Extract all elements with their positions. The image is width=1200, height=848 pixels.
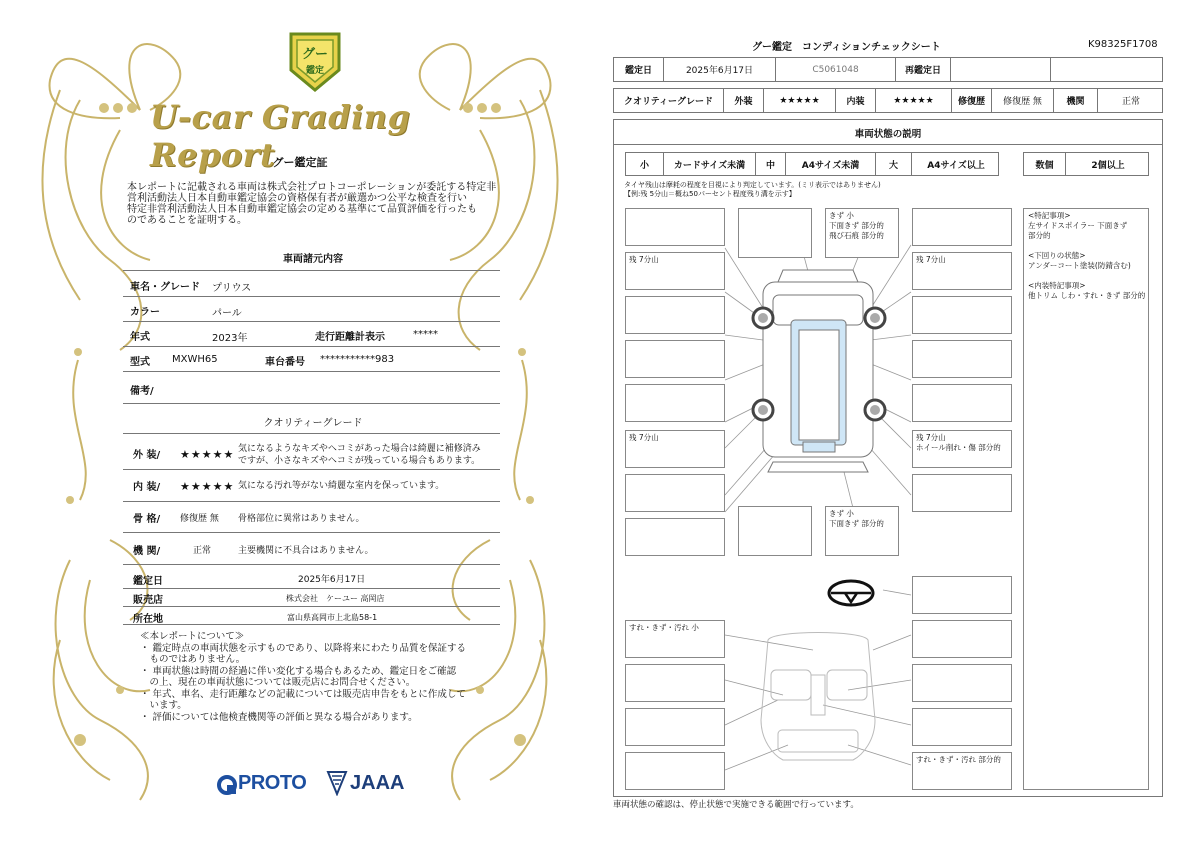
notes-title: ≪本レポートについて≫ [140, 631, 245, 642]
note-line: ものではありません。 [140, 654, 246, 665]
interior-label: 内装 [836, 89, 876, 112]
condition-box [738, 208, 812, 258]
address-label: 所在地 [133, 614, 163, 625]
condition-box [912, 474, 1012, 512]
condition-box [625, 474, 725, 512]
condition-box-tire-fl [625, 252, 725, 290]
note-line: アンダーコート塗装(防錆含む) [1028, 261, 1131, 270]
note-line: 他トリム しわ・すれ・きず 部分的 [1028, 291, 1146, 300]
car-name-value: プリウス [212, 283, 252, 294]
condition-box [912, 620, 1012, 658]
engine-desc: 主要機関に不具合はありません。 [238, 546, 374, 556]
note-line: <内装特記事項> [1028, 281, 1086, 290]
interior-left-text: すれ・きず・汚れ 小 [629, 623, 699, 632]
tire-note-1: タイヤ残山は摩耗の程度を目視により判定しています。(ミリ表示ではありません) [624, 181, 881, 189]
certificate-intro [127, 182, 499, 226]
tire-rr-text: 残 7分山 ホイール削れ・傷 部分的 [916, 433, 1001, 452]
tire-fl-text: 残 7分山 [629, 255, 659, 264]
year-label: 年式 [130, 332, 150, 343]
interior-right-text: すれ・きず・汚れ 部分的 [916, 755, 1001, 764]
size-legend [625, 152, 999, 176]
proto-logo-icon [216, 774, 238, 796]
divider [123, 296, 500, 297]
divider [613, 144, 1163, 145]
note-line [1028, 271, 1145, 281]
condition-box-interior-right [912, 752, 1012, 790]
exterior-desc-1: 気になるようなキズやヘコミがあった場合は綺麗に補修済み [238, 444, 481, 454]
condition-box [625, 208, 725, 246]
model-value: MXWH65 [172, 354, 218, 365]
color-value: パール [212, 308, 242, 319]
tire-fr-text: 残 7分山 [916, 255, 946, 264]
inspection-code: C5061048 [776, 58, 896, 81]
divider [123, 403, 500, 404]
steering-wheel-icon [829, 581, 873, 605]
car-name-label: 車名・グレード [130, 282, 200, 293]
report-script-title: U-car Grading Report [150, 98, 411, 174]
engine-label: 機関 [1054, 89, 1098, 112]
condition-box [625, 296, 725, 334]
interior-stars: ★★★★★ [180, 480, 235, 493]
divider [123, 433, 500, 434]
remarks-label: 備考/ [130, 386, 154, 397]
tire-rl-text: 残 7分山 [629, 433, 659, 442]
exterior-label: 外 装/ [133, 450, 161, 461]
exterior-stars: ★★★★★ [180, 448, 235, 461]
divider [123, 501, 500, 502]
condition-box [738, 506, 812, 556]
divider [123, 588, 500, 589]
report-id: K98325F1708 [1088, 39, 1158, 50]
condition-box [912, 384, 1012, 422]
interior-label: 内 装/ [133, 482, 161, 493]
count-desc: 2個以上 [1091, 160, 1125, 171]
exterior-label: 外装 [724, 89, 764, 112]
spec-heading: 車両諸元内容 [283, 254, 343, 265]
repair-value: 修復歴 無 [992, 89, 1054, 112]
note-line [1028, 241, 1145, 251]
frame-label: 骨 格/ [133, 514, 161, 525]
special-notes-panel [1023, 208, 1149, 790]
note-line: 部分的 [1028, 231, 1051, 240]
model-label: 型式 [130, 357, 150, 368]
reinspect-date-value [951, 58, 1051, 81]
note-line: 左サイドスポイラー 下面きず [1028, 221, 1128, 230]
condition-box-steering [912, 576, 1012, 614]
chassis-value: ***********983 [320, 354, 395, 365]
divider [123, 321, 500, 322]
tire-note-2: 【例:残 5分山＝概ね50パーセント程度残り溝を示す】 [624, 190, 796, 198]
rear-text: きず 小 下面きず 部分的 [829, 509, 884, 528]
condition-box [912, 296, 1012, 334]
shop-label: 販売店 [133, 595, 163, 606]
size-small-desc: カードサイズ未満 [664, 153, 756, 175]
note-line: ・ 鑑定時点の車両状態を示すものであり、以降将来にわたり品質を保証する [140, 642, 467, 654]
special-notes-text [1028, 211, 1145, 301]
grade-row [613, 88, 1163, 113]
interior-desc: 気になる汚れ等がない綺麗な室内を保っています。 [238, 481, 445, 491]
condition-box-tire-rr [912, 430, 1012, 468]
condition-box [625, 384, 725, 422]
size-small: 小 [626, 153, 664, 175]
condition-box [625, 340, 725, 378]
frame-desc: 骨格部位に異常はありません。 [238, 514, 365, 524]
repair-label: 修復歴 [952, 89, 992, 112]
note-line: <下回りの状態> [1028, 251, 1086, 260]
date-label: 鑑定日 [133, 576, 163, 587]
goo-kantei-badge-icon [287, 30, 343, 94]
shop-value: 株式会社 ケーユー 高岡店 [286, 594, 385, 603]
note-line: ・ 評価については他検査機関等の評価と異なる場合があります。 [140, 711, 418, 723]
engine-label: 機 関/ [133, 546, 161, 557]
mileage-label: 走行距離計表示 [315, 332, 385, 343]
count-legend [1023, 152, 1149, 176]
condition-box [912, 664, 1012, 702]
footer-note: 車両状態の確認は、停止状態で実施できる範囲で行っています。 [613, 800, 859, 810]
year-value: 2023年 [212, 333, 248, 344]
engine-value: 正常 [1121, 97, 1140, 107]
size-mid-desc: A4サイズ未満 [786, 153, 876, 175]
condition-box-rear [825, 506, 899, 556]
proto-logo-text: PROTO [238, 772, 307, 794]
count-label: 数個 [1024, 153, 1066, 175]
divider [123, 624, 500, 625]
size-large: 大 [876, 153, 912, 175]
exterior-stars: ★★★★★ [764, 89, 836, 112]
divider [123, 606, 500, 607]
divider [123, 371, 500, 372]
report-notes [140, 631, 500, 723]
intro-line: のであることを証明する。 [127, 215, 247, 226]
date-row [613, 57, 1163, 82]
condition-box [625, 708, 725, 746]
divider [123, 346, 500, 347]
condition-box-tire-fr [912, 252, 1012, 290]
address-value: 富山県高岡市上北島58-1 [287, 613, 378, 622]
certificate-title: グー鑑定証 [272, 156, 328, 169]
condition-box [912, 208, 1012, 246]
grade-label: クオリティーグレード [614, 89, 724, 112]
condition-box-interior-left [625, 620, 725, 658]
exterior-desc-2: ですが、小さなキズやヘコミが残っている場合もあります。 [238, 456, 481, 466]
divider [123, 564, 500, 565]
sheet-title: グー鑑定 コンディションチェックシート [752, 42, 941, 53]
intro-line: 特定非営利活動法人日本自動車鑑定協会の定める基準にて品質評価を行ったも [127, 204, 477, 215]
intro-line: 営利活動法人日本自動車鑑定協会の資格保有者が厳選かつ公平な検査を行い [127, 193, 467, 204]
divider [123, 270, 500, 271]
svg-text:グー: グー [301, 47, 329, 62]
note-line: の上、現在の車両状態については販売店にお問合せください。 [140, 677, 416, 688]
size-large-desc: A4サイズ以上 [927, 160, 985, 171]
condition-box [912, 708, 1012, 746]
size-mid: 中 [756, 153, 786, 175]
frame-value: 修復歴 無 [180, 514, 219, 524]
mileage-value: ***** [413, 329, 438, 340]
note-line: <特記事項> [1028, 211, 1071, 220]
chassis-label: 車台番号 [265, 357, 305, 368]
inspect-date-value: 2025年6月17日 [664, 58, 776, 81]
date-value: 2025年6月17日 [298, 575, 366, 585]
front-text: きず 小 下面きず 部分的 飛び石痕 部分的 [829, 211, 884, 240]
jaaa-logo-text: JAAA [350, 772, 405, 794]
condition-box [625, 518, 725, 556]
condition-box-tire-rl [625, 430, 725, 468]
interior-stars: ★★★★★ [876, 89, 952, 112]
grade-heading: クオリティーグレード [263, 418, 363, 429]
inspect-date-label: 鑑定日 [614, 58, 664, 81]
engine-value: 正常 [193, 546, 212, 556]
note-line: ・ 車両状態は時間の経過に伴い変化する場合もあるため、鑑定日をご確認 [140, 665, 457, 677]
divider [123, 532, 500, 533]
note-line: います。 [140, 700, 187, 711]
reinspect-date-label: 再鑑定日 [896, 58, 951, 81]
condition-box [625, 664, 725, 702]
condition-box [912, 340, 1012, 378]
divider [123, 469, 500, 470]
intro-line: 本レポートに記載される車両は株式会社プロトコーポレーションが委託する特定非 [127, 182, 497, 193]
jaaa-logo-icon [326, 770, 348, 796]
condition-box [625, 752, 725, 790]
condition-box-front [825, 208, 899, 258]
color-label: カラー [130, 307, 160, 318]
svg-text:鑑定: 鑑定 [305, 66, 325, 76]
explanation-heading: 車両状態の説明 [854, 129, 922, 140]
note-line: ・ 年式、車名、走行距離などの記載については販売店申告をもとに作成して [140, 688, 466, 700]
